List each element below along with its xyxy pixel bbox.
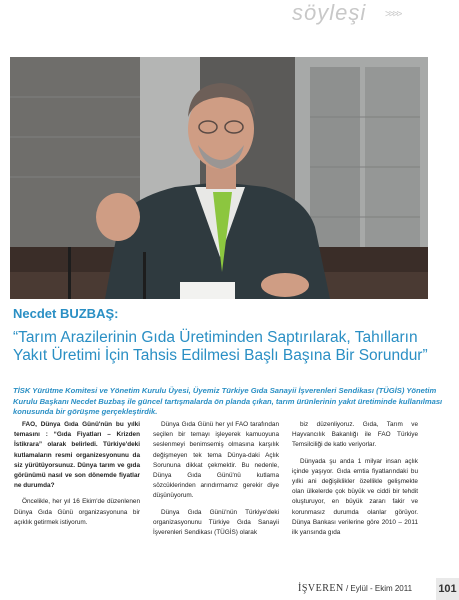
section-arrows: >>>> (385, 9, 401, 20)
publication-name: İŞVEREN (298, 583, 344, 594)
headline: “Tarım Arazilerinin Gıda Üretiminden Saptırılarak, Tahılların Yakıt Üretimi İçin Tahsis Edilmesi Başlı Başına Bir Sorundur” (13, 329, 428, 364)
body-paragraph: Dünyada şu anda 1 milyar insan açlık içinde yaşıyor. Gıda emtia fiyatlarındaki bu yılki ani değişiklikler özellikle gelişmekte olan ülkelerde çok büyük ve ciddi bir tehdit oluşturuyor, en büyük zararı fakir ve korunmasız durumda olanlar görüyor. Dünya Bankası verilerine göre 2010 – 2011 ilk yarısında gıda (292, 457, 418, 537)
body-column-3 (292, 420, 418, 544)
interviewee-name: Necdet BUZBAŞ: (13, 306, 119, 321)
body-column-1 (14, 420, 140, 534)
interview-photo (10, 57, 428, 299)
body-paragraph: biz düzenliyoruz. Gıda, Tarım ve Hayvancılık Bakanlığı ile FAO Türkiye Temsilciliği de katkı veriyorlar. (292, 421, 418, 449)
issue-date: / Eylül - Ekim 2011 (343, 584, 413, 593)
body-paragraph: Dünya Gıda Günü'nün Türkiye'deki organizasyonunu Türkiye Gıda Sanayii İşverenleri Sendikası (TÜGİS) olarak (153, 508, 279, 537)
page-number: 101 (436, 578, 459, 600)
body-column-2 (153, 420, 279, 544)
body-paragraph: Dünya Gıda Günü her yıl FAO tarafından seçilen bir temayı işleyerek kamuoyuna seslenmeyi benimsemiş olmasına karşılık değişmeyen tek tema Dünya-daki Açlık Sorununa dikkat çekmektir. Bu nedenle, Dünya Gıda Günü'nü kutlama sözcüklerinden arındırmamız gerekir diye düşünüyorum. (153, 421, 279, 500)
body-paragraph: Öncelikle, her yıl 16 Ekim'de düzenlenen Dünya Gıda Günü organizasyonuna bir açıklık getirmek istiyorum. (14, 498, 140, 526)
section-title: söyleşi (292, 0, 367, 25)
footer-publication (298, 583, 412, 594)
question-paragraph: FAO, Dünya Gıda Günü'nün bu yılki temasını : “Gıda Fiyatları – Krizden İstikrara” olarak belirledi. Türkiye'deki kutlamaların resmi organizesyonunu da siz yürütüyorsunuz. Dünya tarım ve gıda görünümü nasıl ve son dönemde fiyatlar ne durumda? (14, 421, 140, 490)
standfirst: TİSK Yürütme Komitesi ve Yönetim Kurulu Üyesi, Üyemiz Türkiye Gıda Sanayii İşverenleri Sendikası (TÜGİS) Yönetim Kurulu Başkanı Necdet Buzbaş ile güncel tartışmalarda ön planda çıkan, tarım ürünlerinin yakıt üretiminde kullanılması konusunda bir görüşme gerçekleştirdik. (13, 386, 443, 416)
interview-photo-image (10, 57, 428, 299)
